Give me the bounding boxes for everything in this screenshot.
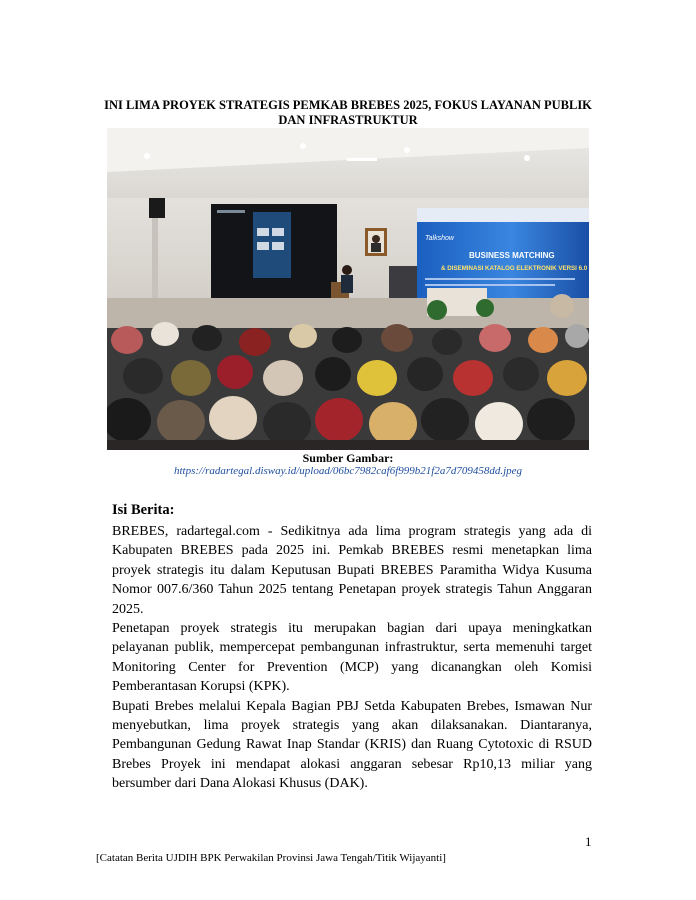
image-source-link[interactable]: https://radartegal.disway.id/upload/06bc7982caf6f999b21f2a7d709458dd.jpeg xyxy=(173,465,523,477)
section-heading: Isi Berita: xyxy=(112,502,175,518)
article-photo xyxy=(107,128,589,450)
paragraph: Bupati Brebes melalui Kepala Bagian PBJ Setda Kabupaten Brebes, Ismawan Nur menyebutkan, lima proyek strategis yang akan dilaksanakan. Diantaranya, Pembangunan Gedung Rawat Inap Standar (KRIS) dan Ruang Cytotoxic di RSUD Brebes Proyek ini mendapat alokasi anggaran sebesar Rp10,13 miliar yang bersumber dari Dana Alokasi Khusus (DAK). xyxy=(112,698,592,792)
page-number: 1 xyxy=(585,834,592,849)
paragraph: Penetapan proyek strategis itu merupakan bagian dari upaya meningkatkan pelayanan publik, mempercepat pembangunan infrastruktur, serta memenuhi target Monitoring Center for Prevention (MCP) yang dicanangkan oleh Komisi Pemberantasan Korupsi (KPK). xyxy=(112,621,592,695)
article-title: INI LIMA PROYEK STRATEGIS PEMKAB BREBES 2025, FOKUS LAYANAN PUBLIK DAN INFRASTRUKTUR xyxy=(104,98,592,127)
article-body xyxy=(112,522,592,794)
banner-top-text: Talkshow xyxy=(425,235,454,242)
footer-note: [Catatan Berita UJDIH BPK Perwakilan Provinsi Jawa Tengah/Titik Wijayanti] xyxy=(96,852,446,864)
banner-line2-text: & DISEMINASI KATALOG ELEKTRONIK VERSI 6.0 xyxy=(441,265,588,272)
image-caption-label: Sumber Gambar: xyxy=(302,451,394,465)
banner-line1-text: BUSINESS MATCHING xyxy=(469,251,555,260)
paragraph: BREBES, radartegal.com - Sedikitnya ada lima program strategis yang ada di Kabupaten BREBES pada 2025 ini. Pemkab BREBES resmi menetapkan lima proyek strategis itu dalam Keputusan Bupati BREBES Paramitha Widya Kusuma Nomor 007.6/360 Tahun 2025 tentang Penetapan proyek strategis Tahun Anggaran 2025. xyxy=(112,524,592,617)
